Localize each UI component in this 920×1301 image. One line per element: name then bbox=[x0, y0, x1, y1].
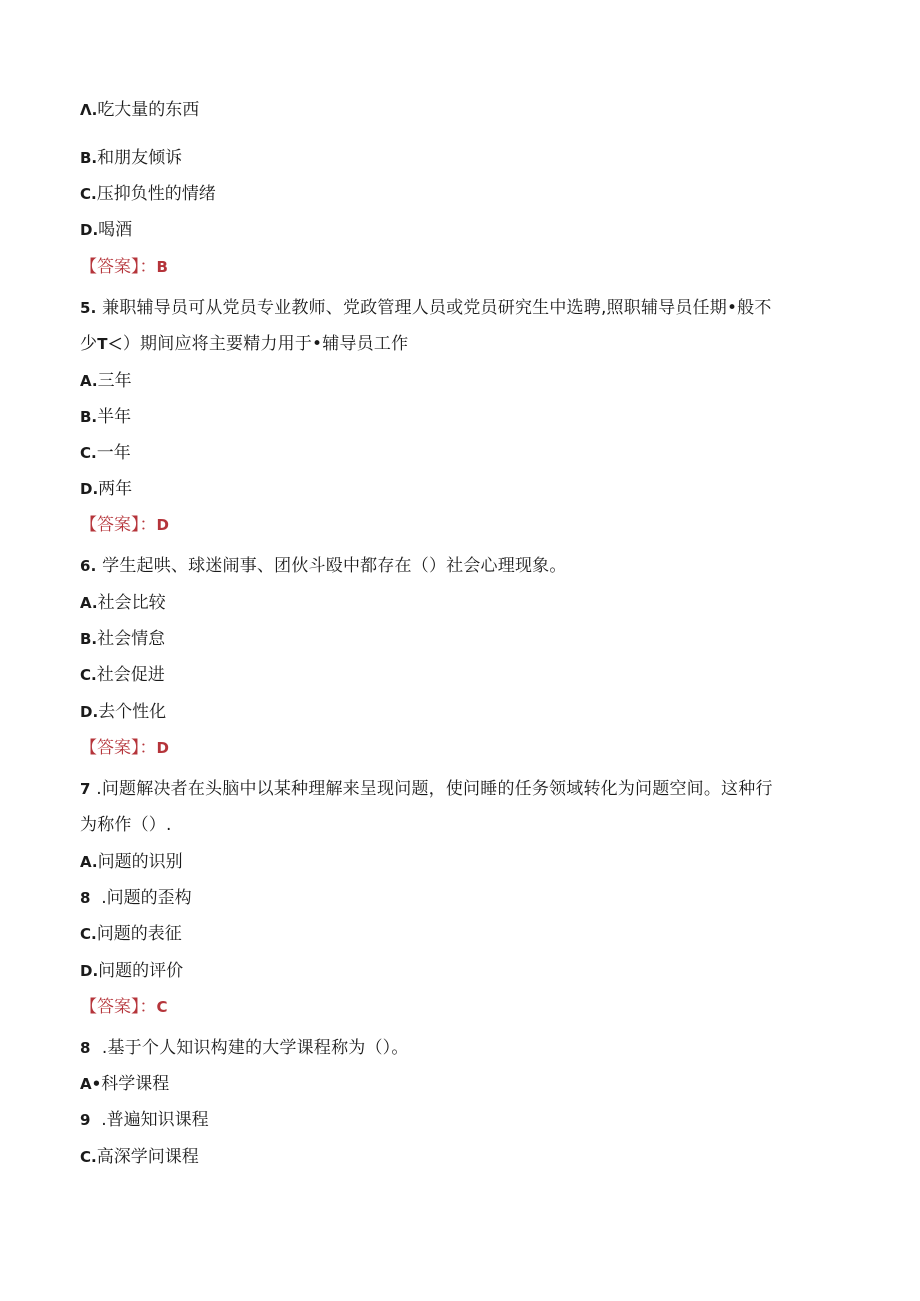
option-text: .普遍知识课程 bbox=[101, 1110, 209, 1130]
option-label: B. bbox=[80, 149, 98, 167]
q8-option-c bbox=[80, 1145, 840, 1169]
option-text: 问题的评价 bbox=[98, 961, 184, 981]
q4-option-d bbox=[80, 218, 840, 242]
option-text: 社会情怠 bbox=[97, 629, 166, 649]
option-text: 三年 bbox=[97, 371, 132, 391]
q5-stem-line1 bbox=[80, 296, 840, 320]
q6-stem bbox=[80, 554, 840, 578]
q4-answer bbox=[80, 255, 840, 279]
q5-answer bbox=[80, 513, 840, 537]
option-label: C. bbox=[80, 444, 97, 462]
q7-answer bbox=[80, 995, 840, 1019]
option-text: 科学课程 bbox=[101, 1074, 170, 1094]
question-text: 为称作（）. bbox=[80, 815, 172, 835]
q5-option-c bbox=[80, 441, 840, 465]
question-number: 8 bbox=[80, 1039, 91, 1057]
option-label: C. bbox=[80, 666, 97, 684]
option-text: 问题的识别 bbox=[97, 852, 183, 872]
answer-prefix: 【答案】： bbox=[80, 738, 157, 758]
q7-option-b bbox=[80, 886, 840, 910]
option-text: 喝酒 bbox=[98, 220, 133, 240]
q4-option-b bbox=[80, 146, 840, 170]
option-text: 社会比较 bbox=[97, 593, 166, 613]
answer-value: B bbox=[156, 258, 168, 276]
question-text: .问题解决者在头脑中以某种理解来呈现问题，使问睡的任务领域转化为问题空间。这种行 bbox=[96, 779, 773, 799]
option-label: D. bbox=[80, 962, 99, 980]
q6-answer bbox=[80, 736, 840, 760]
question-text-bold: T＜ bbox=[97, 335, 123, 353]
option-text: 问题的表征 bbox=[96, 924, 182, 944]
q7-option-a bbox=[80, 850, 840, 874]
q6-option-c bbox=[80, 663, 840, 687]
q7-stem-line2 bbox=[80, 813, 840, 837]
option-text: 半年 bbox=[97, 407, 132, 427]
q6-option-a bbox=[80, 591, 840, 615]
option-label: D. bbox=[80, 703, 99, 721]
question-number: 5. bbox=[80, 299, 97, 317]
option-label: A. bbox=[80, 853, 98, 871]
q7-option-c bbox=[80, 922, 840, 946]
question-text: ）期间应将主要精力用于•辅导员工作 bbox=[122, 334, 409, 354]
q5-option-b bbox=[80, 405, 840, 429]
question-text: 兼职辅导员可从党员专业教师、党政管理人员或党员研究生中选聘,照职辅导员任期•般不 bbox=[102, 298, 772, 318]
question-text: 少 bbox=[80, 334, 98, 354]
option-label: D. bbox=[80, 480, 99, 498]
q8-option-a bbox=[80, 1072, 840, 1096]
q6-option-b bbox=[80, 627, 840, 651]
option-text: 两年 bbox=[98, 479, 133, 499]
question-number: 7 bbox=[80, 780, 91, 798]
option-label: C. bbox=[80, 925, 97, 943]
q8-option-b bbox=[80, 1108, 840, 1132]
option-text: 社会促进 bbox=[96, 665, 165, 685]
option-label: A. bbox=[80, 372, 98, 390]
option-text: 吃大量的东西 bbox=[97, 100, 200, 120]
option-label: 8 bbox=[80, 889, 91, 907]
option-text: .问题的歪构 bbox=[101, 888, 192, 908]
option-label: C. bbox=[80, 1148, 97, 1166]
q7-stem-line1 bbox=[80, 777, 840, 801]
q7-option-d bbox=[80, 959, 840, 983]
option-label: 9 bbox=[80, 1111, 91, 1129]
option-label: A. bbox=[80, 594, 98, 612]
q5-option-a bbox=[80, 369, 840, 393]
answer-value: D bbox=[156, 516, 169, 534]
option-label: D. bbox=[80, 221, 99, 239]
option-label: Λ. bbox=[80, 101, 98, 119]
question-text: .基于个人知识构建的大学课程称为（）。 bbox=[101, 1038, 409, 1058]
q4-option-a bbox=[80, 98, 840, 122]
option-label: B. bbox=[80, 630, 98, 648]
q5-option-d bbox=[80, 477, 840, 501]
option-label: A• bbox=[80, 1075, 102, 1093]
q6-option-d bbox=[80, 700, 840, 724]
q5-stem-line2 bbox=[80, 332, 840, 356]
question-number: 6. bbox=[80, 557, 97, 575]
question-text: 学生起哄、球迷闹事、团伙斗殴中都存在（）社会心理现象。 bbox=[102, 556, 567, 576]
option-text: 压抑负性的情绪 bbox=[96, 184, 216, 204]
q4-option-c bbox=[80, 182, 840, 206]
answer-prefix: 【答案】： bbox=[80, 515, 157, 535]
option-label: C. bbox=[80, 185, 97, 203]
option-text: 一年 bbox=[96, 443, 131, 463]
answer-value: D bbox=[156, 739, 169, 757]
q8-stem bbox=[80, 1036, 840, 1060]
option-text: 高深学问课程 bbox=[96, 1147, 199, 1167]
answer-prefix: 【答案】： bbox=[80, 997, 157, 1017]
option-text: 去个性化 bbox=[98, 702, 167, 722]
answer-value: C bbox=[156, 998, 168, 1016]
option-label: B. bbox=[80, 408, 98, 426]
answer-prefix: 【答案】： bbox=[80, 257, 157, 277]
option-text: 和朋友倾诉 bbox=[97, 148, 183, 168]
